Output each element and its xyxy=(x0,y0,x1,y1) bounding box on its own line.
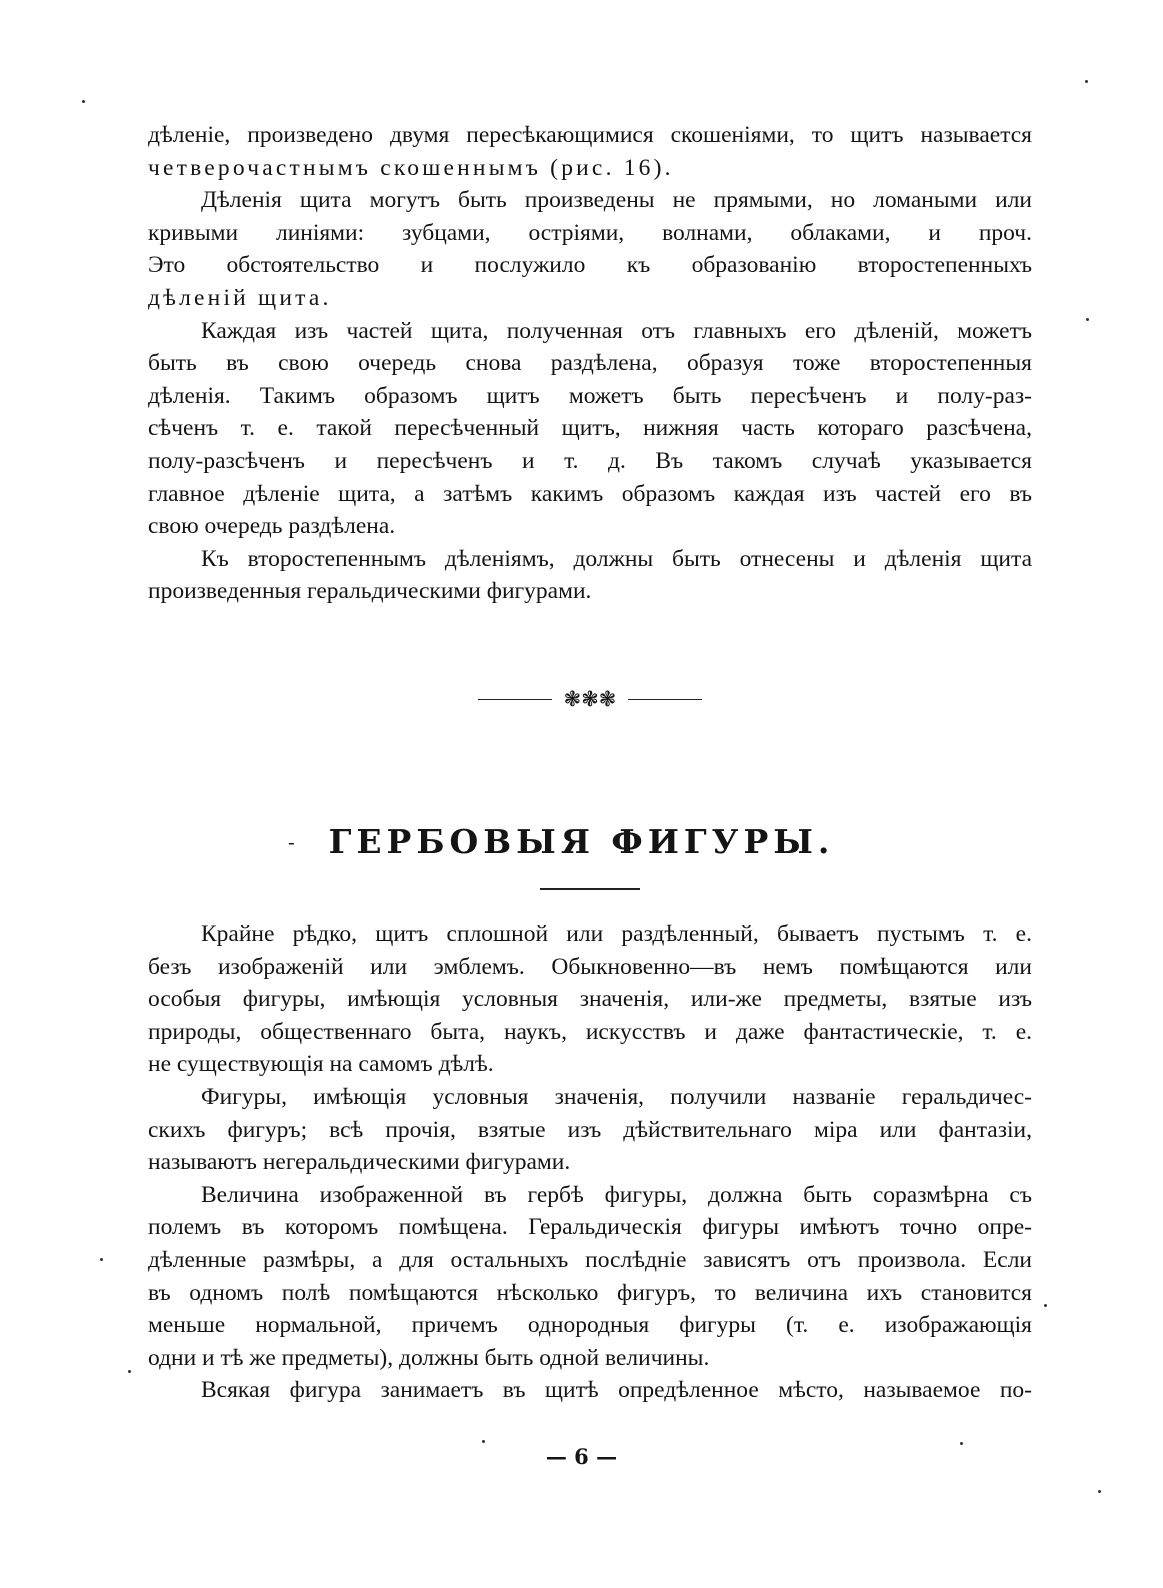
text-line: полемъ въ которомъ помѣщена. Геральдическія фигуры имѣютъ точно опре- xyxy=(148,1214,1032,1241)
section-ornament xyxy=(478,684,702,714)
text-line: дѣленія. Такимъ образомъ щитъ можетъ быть пересѣченъ и полу-раз- xyxy=(148,382,1032,409)
text-line: не существующія на самомъ дѣлѣ. xyxy=(148,1051,494,1078)
scan-speck xyxy=(82,100,85,103)
heading-underline xyxy=(540,888,640,890)
scan-speck xyxy=(1085,80,1088,83)
text-line: безъ изображеній или эмблемъ. Обыкновенно—въ немъ помѣщаются или xyxy=(148,953,1032,980)
scan-speck xyxy=(100,1258,103,1261)
ornament-rule-right xyxy=(628,699,702,700)
text-line: особыя фигуры, имѣющія условныя значенія, или-же предметы, взятые изъ xyxy=(148,986,1032,1013)
text-line: Величина изображенной въ гербѣ фигуры, должна быть соразмѣрна съ xyxy=(201,1181,1032,1208)
scan-speck xyxy=(482,1440,485,1443)
scan-speck xyxy=(1098,1490,1101,1493)
text-line: произведенныя геральдическими фигурами. xyxy=(148,578,592,605)
text-line: меньше нормальной, причемъ однородныя фигуры (т. е. изображающія xyxy=(148,1312,1032,1339)
text-line: главное дѣленіе щита, а затѣмъ какимъ образомъ каждая изъ частей его въ xyxy=(148,480,1032,507)
text-line: Каждая изъ частей щита, полученная отъ главныхъ его дѣленій, можетъ xyxy=(201,317,1032,344)
section-heading xyxy=(0,820,1163,864)
text-line: Это обстоятельство и послужило къ образованію второстепенныхъ xyxy=(148,252,1032,279)
text-line: Фигуры, имѣющія условныя значенія, получили названіе геральдичес- xyxy=(201,1083,1032,1110)
scan-speck xyxy=(128,1370,131,1373)
text-line: дѣленіе, произведено двумя пересѣкающимися скошеніями, то щитъ называется xyxy=(148,122,1032,148)
text-line: въ одномъ полѣ помѣщаются нѣсколько фигуръ, то величина ихъ становится xyxy=(148,1279,1032,1306)
heading-title: ГЕРБОВЫЯ ФИГУРЫ. xyxy=(328,822,835,861)
text-line: называютъ негеральдическими фигурами. xyxy=(148,1149,571,1176)
text-line: одни и тѣ же предметы), должны быть одной величины. xyxy=(148,1344,710,1371)
text-line: свою очередь раздѣлена. xyxy=(148,513,396,540)
text-block-divisions xyxy=(148,119,1032,608)
ornament-rule-left xyxy=(478,699,552,700)
asterism-icon: ❃❃❃ xyxy=(563,687,617,711)
text-line: дѣленій щита. xyxy=(148,284,332,311)
text-line: скихъ фигуръ; всѣ прочія, взятые изъ дѣйствительнаго міра или фантазіи, xyxy=(148,1116,1032,1143)
text-line: быть въ свою очередь снова раздѣлена, образуя тоже второстепенныя xyxy=(148,350,1032,377)
scan-speck xyxy=(960,1442,963,1445)
scan-speck xyxy=(1044,1304,1047,1307)
text-line: Къ второстепеннымъ дѣленіямъ, должны быть отнесены и дѣленія щита xyxy=(201,545,1032,572)
text-line: Всякая фигура занимаетъ въ щитѣ опредѣленное мѣсто, называемое по- xyxy=(201,1377,1032,1404)
page-number: — 6 — xyxy=(545,1444,618,1469)
text-line: четверочастнымъ скошеннымъ (рис. 16). xyxy=(148,154,674,181)
text-block-figures xyxy=(148,918,1032,1407)
text-line: дѣленные размѣры, а для остальныхъ послѣдніе зависятъ отъ произвола. Если xyxy=(148,1246,1032,1273)
heading-dash: - xyxy=(288,830,295,854)
text-line: природы, общественнаго быта, наукъ, искусствъ и даже фантастическіе, т. е. xyxy=(148,1018,1032,1045)
text-line: Дѣленія щита могутъ быть произведены не прямыми, но ломаными или xyxy=(201,187,1032,214)
text-line: Крайне рѣдко, щитъ сплошной или раздѣленный, бываетъ пустымъ т. е. xyxy=(201,921,1032,947)
scan-speck xyxy=(1086,318,1089,321)
text-line: полу-разсѣченъ и пересѣченъ и т. д. Въ такомъ случаѣ указывается xyxy=(148,447,1032,474)
text-line: сѣченъ т. е. такой пересѣченный щитъ, нижняя часть котораго разсѣчена, xyxy=(148,415,1032,442)
text-line: кривыми линіями: зубцами, остріями, волнами, облаками, и проч. xyxy=(148,219,1032,246)
